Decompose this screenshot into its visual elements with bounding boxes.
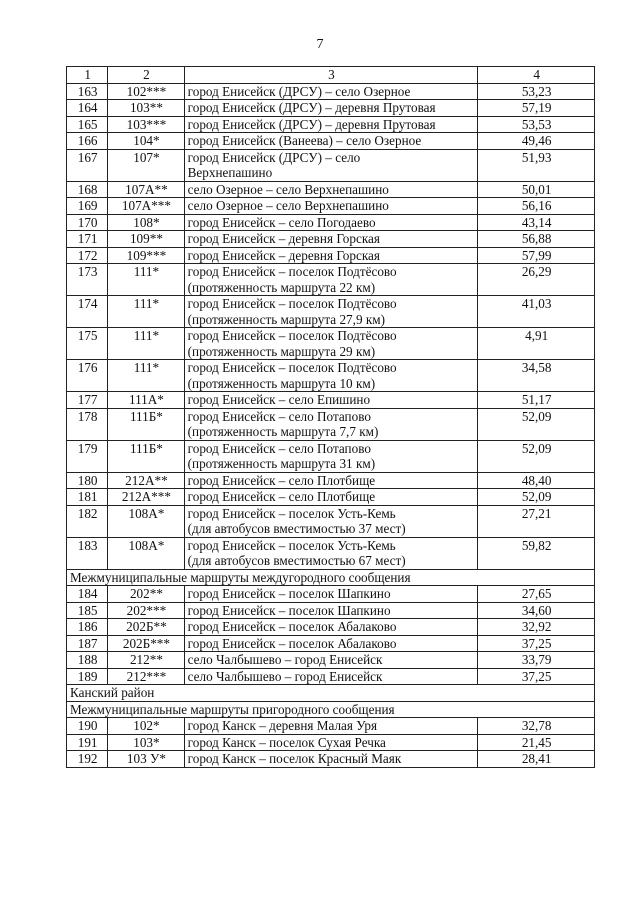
route-name: город Енисейск (ДРСУ) – деревня Прутовая (187, 100, 436, 115)
route-code: 212** (108, 652, 184, 669)
route-name-cell (184, 100, 478, 117)
route-name: город Канск – поселок Красный Маяк (187, 751, 402, 766)
route-code: 111* (108, 264, 184, 296)
table-row (67, 472, 595, 489)
route-name-continued: Верхнепашино (187, 165, 273, 180)
table-row (67, 296, 595, 328)
route-name: город Енисейск – поселок Абалаково (187, 635, 397, 651)
route-name-cell (184, 440, 478, 472)
row-number: 179 (67, 440, 108, 472)
row-number: 189 (67, 668, 108, 685)
tariff-value: 26,29 (478, 264, 595, 296)
header-col-2: 2 (108, 67, 184, 84)
row-number: 177 (67, 392, 108, 409)
tariff-value: 34,58 (478, 360, 595, 392)
tariff-value: 4,91 (478, 328, 595, 360)
route-code: 103** (108, 100, 184, 117)
table-row (67, 116, 595, 133)
tariff-value: 27,21 (478, 505, 595, 537)
table-row (67, 440, 595, 472)
route-name: город Енисейск – деревня Горская (187, 231, 380, 246)
route-name-continued: (протяженность маршрута 22 км) (187, 279, 376, 295)
route-code: 111* (108, 296, 184, 328)
tariff-value: 27,65 (478, 586, 595, 603)
route-name-continued: (протяженность маршрута 29 км) (187, 343, 376, 359)
route-name-cell (184, 619, 478, 636)
row-number: 176 (67, 360, 108, 392)
table-row (67, 489, 595, 506)
route-name-cell (184, 734, 478, 751)
row-number: 170 (67, 214, 108, 231)
route-name: город Енисейск – село Епишино (187, 392, 371, 407)
route-name-cell (184, 214, 478, 231)
tariff-value: 51,17 (478, 392, 595, 409)
route-code: 212А*** (108, 489, 184, 506)
tariff-value: 52,09 (478, 440, 595, 472)
route-name: город Енисейск (ДРСУ) – село (187, 149, 361, 165)
row-number: 191 (67, 734, 108, 751)
route-name-cell (184, 489, 478, 506)
table-row (67, 505, 595, 537)
table-row (67, 635, 595, 652)
table-row (67, 328, 595, 360)
route-code: 202Б*** (108, 635, 184, 652)
table-row (67, 602, 595, 619)
route-name-cell (184, 198, 478, 215)
row-number: 187 (67, 635, 108, 652)
row-number: 163 (67, 83, 108, 100)
route-name-cell (184, 472, 478, 489)
tariff-value: 53,53 (478, 116, 595, 133)
table-row (67, 668, 595, 685)
route-name: город Енисейск – село Потапово (187, 408, 371, 424)
tariff-value: 51,93 (478, 149, 595, 181)
table-row (67, 231, 595, 248)
header-col-4: 4 (478, 67, 595, 84)
route-name-cell (184, 360, 478, 392)
route-name-cell (184, 247, 478, 264)
row-number: 181 (67, 489, 108, 506)
route-name-cell (184, 505, 478, 537)
route-name: село Чалбышево – город Енисейск (187, 652, 383, 667)
route-code: 202Б** (108, 619, 184, 636)
route-name-cell (184, 116, 478, 133)
route-code: 111* (108, 328, 184, 360)
route-code: 103*** (108, 116, 184, 133)
row-number: 174 (67, 296, 108, 328)
tariff-value: 34,60 (478, 602, 595, 619)
section-title: Межмуниципальные маршруты междугородного сообщения (67, 569, 595, 586)
route-code: 108А* (108, 537, 184, 569)
tariff-value: 52,09 (478, 489, 595, 506)
route-name-cell (184, 635, 478, 652)
route-name-cell (184, 602, 478, 619)
route-code: 102* (108, 718, 184, 735)
table-section-row (67, 569, 595, 586)
row-number: 188 (67, 652, 108, 669)
row-number: 185 (67, 602, 108, 619)
route-name: город Енисейск – поселок Подтёсово (187, 264, 397, 279)
tariff-value: 32,92 (478, 619, 595, 636)
route-name: город Енисейск – поселок Шапкино (187, 602, 391, 618)
row-number: 172 (67, 247, 108, 264)
row-number: 180 (67, 472, 108, 489)
table-row (67, 83, 595, 100)
table-row (67, 586, 595, 603)
table-row (67, 149, 595, 181)
route-name-cell (184, 328, 478, 360)
tariff-value: 53,23 (478, 83, 595, 100)
tariff-value: 43,14 (478, 214, 595, 231)
row-number: 167 (67, 149, 108, 181)
table-row (67, 133, 595, 150)
route-code: 111Б* (108, 440, 184, 472)
table-row (67, 619, 595, 636)
row-number: 184 (67, 586, 108, 603)
route-name-cell (184, 149, 478, 181)
tariff-value: 49,46 (478, 133, 595, 150)
table-row (67, 181, 595, 198)
route-code: 111Б* (108, 408, 184, 440)
route-name-cell (184, 264, 478, 296)
route-name: город Енисейск – село Плотбище (187, 489, 376, 504)
route-name: город Енисейск – поселок Шапкино (187, 586, 391, 601)
route-name: город Енисейск – поселок Подтёсово (187, 360, 397, 375)
tariff-value: 37,25 (478, 635, 595, 652)
route-code: 202** (108, 586, 184, 603)
row-number: 175 (67, 328, 108, 360)
route-name: город Енисейск (Ванеева) – село Озерное (187, 133, 422, 148)
route-name-cell (184, 83, 478, 100)
route-name: город Енисейск – поселок Абалаково (187, 619, 397, 634)
route-code: 109*** (108, 247, 184, 264)
route-code: 104* (108, 133, 184, 150)
route-code: 107* (108, 149, 184, 181)
route-name: город Канск – деревня Малая Уря (187, 718, 378, 733)
table-row (67, 247, 595, 264)
row-number: 183 (67, 537, 108, 569)
tariff-value: 21,45 (478, 734, 595, 751)
tariff-value: 28,41 (478, 751, 595, 768)
route-name-cell (184, 392, 478, 409)
tariff-value: 33,79 (478, 652, 595, 669)
tariff-value: 57,99 (478, 247, 595, 264)
tariff-value: 48,40 (478, 472, 595, 489)
table-row (67, 537, 595, 569)
route-name-cell (184, 718, 478, 735)
row-number: 164 (67, 100, 108, 117)
route-code: 111А* (108, 392, 184, 409)
route-name-cell (184, 181, 478, 198)
route-name-cell (184, 231, 478, 248)
tariff-value: 37,25 (478, 668, 595, 685)
tariff-value: 56,88 (478, 231, 595, 248)
route-name: город Енисейск – поселок Усть-Кемь (187, 505, 396, 521)
table-row (67, 751, 595, 768)
header-col-3: 3 (184, 67, 478, 84)
routes-table (66, 66, 595, 768)
tariff-value: 50,01 (478, 181, 595, 198)
route-name-cell (184, 668, 478, 685)
table-row (67, 264, 595, 296)
route-name: село Чалбышево – город Енисейск (187, 668, 383, 684)
route-code: 212А** (108, 472, 184, 489)
route-name: город Енисейск – село Погодаево (187, 214, 376, 230)
route-name-cell (184, 751, 478, 768)
route-code: 202*** (108, 602, 184, 619)
route-name-cell (184, 652, 478, 669)
table-row (67, 652, 595, 669)
route-name-cell (184, 537, 478, 569)
table-row (67, 360, 595, 392)
table-row (67, 408, 595, 440)
route-name-continued: (протяженность маршрута 27,9 км) (187, 311, 385, 327)
row-number: 182 (67, 505, 108, 537)
row-number: 168 (67, 181, 108, 198)
route-name-continued: (протяженность маршрута 7,7 км) (187, 424, 379, 439)
table-header-row (67, 67, 595, 84)
row-number: 178 (67, 408, 108, 440)
route-name: город Енисейск – поселок Усть-Кемь (187, 537, 396, 553)
route-name-cell (184, 586, 478, 603)
route-code: 111* (108, 360, 184, 392)
route-code: 107А** (108, 181, 184, 198)
table-row (67, 718, 595, 735)
route-code: 212*** (108, 668, 184, 685)
page-number: 7 (316, 37, 324, 52)
header-col-1: 1 (67, 67, 108, 84)
route-code: 103* (108, 734, 184, 751)
row-number: 171 (67, 231, 108, 248)
row-number: 190 (67, 718, 108, 735)
route-name: город Канск – поселок Сухая Речка (187, 734, 386, 750)
route-code: 107А*** (108, 198, 184, 215)
route-name: село Озерное – село Верхнепашино (187, 198, 389, 213)
tariff-value: 52,09 (478, 408, 595, 440)
route-name-continued: (протяженность маршрута 10 км) (187, 375, 376, 391)
route-code: 108А* (108, 505, 184, 537)
route-name: село Озерное – село Верхнепашино (187, 181, 389, 197)
section-title: Канский район (67, 685, 595, 702)
route-name: город Енисейск – деревня Горская (187, 247, 380, 263)
tariff-value: 32,78 (478, 718, 595, 735)
table-row (67, 734, 595, 751)
tariff-value: 57,19 (478, 100, 595, 117)
table-row (67, 392, 595, 409)
table-row (67, 198, 595, 215)
route-code: 108* (108, 214, 184, 231)
row-number: 186 (67, 619, 108, 636)
tariff-value: 59,82 (478, 537, 595, 569)
table-row (67, 214, 595, 231)
row-number: 173 (67, 264, 108, 296)
table-section-row (67, 701, 595, 718)
route-code: 103 У* (108, 751, 184, 768)
row-number: 166 (67, 133, 108, 150)
route-name-cell (184, 296, 478, 328)
route-code: 109** (108, 231, 184, 248)
row-number: 192 (67, 751, 108, 768)
route-name-continued: (для автобусов вместимостью 37 мест) (187, 521, 406, 536)
route-name: город Енисейск – село Плотбище (187, 472, 376, 488)
row-number: 165 (67, 116, 108, 133)
route-name-cell (184, 133, 478, 150)
table-section-row (67, 685, 595, 702)
route-name-continued: (для автобусов вместимостью 67 мест) (187, 553, 406, 568)
route-name: город Енисейск (ДРСУ) – деревня Прутовая (187, 116, 436, 132)
table-row (67, 100, 595, 117)
section-title: Межмуниципальные маршруты пригородного сообщения (67, 701, 595, 718)
route-name: город Енисейск (ДРСУ) – село Озерное (187, 83, 411, 99)
route-name: город Енисейск – поселок Подтёсово (187, 328, 397, 343)
route-name: город Енисейск – село Потапово (187, 440, 371, 456)
tariff-value: 56,16 (478, 198, 595, 215)
route-name-cell (184, 408, 478, 440)
row-number: 169 (67, 198, 108, 215)
route-name-continued: (протяженность маршрута 31 км) (187, 456, 376, 471)
route-name: город Енисейск – поселок Подтёсово (187, 296, 397, 311)
route-code: 102*** (108, 83, 184, 100)
tariff-value: 41,03 (478, 296, 595, 328)
